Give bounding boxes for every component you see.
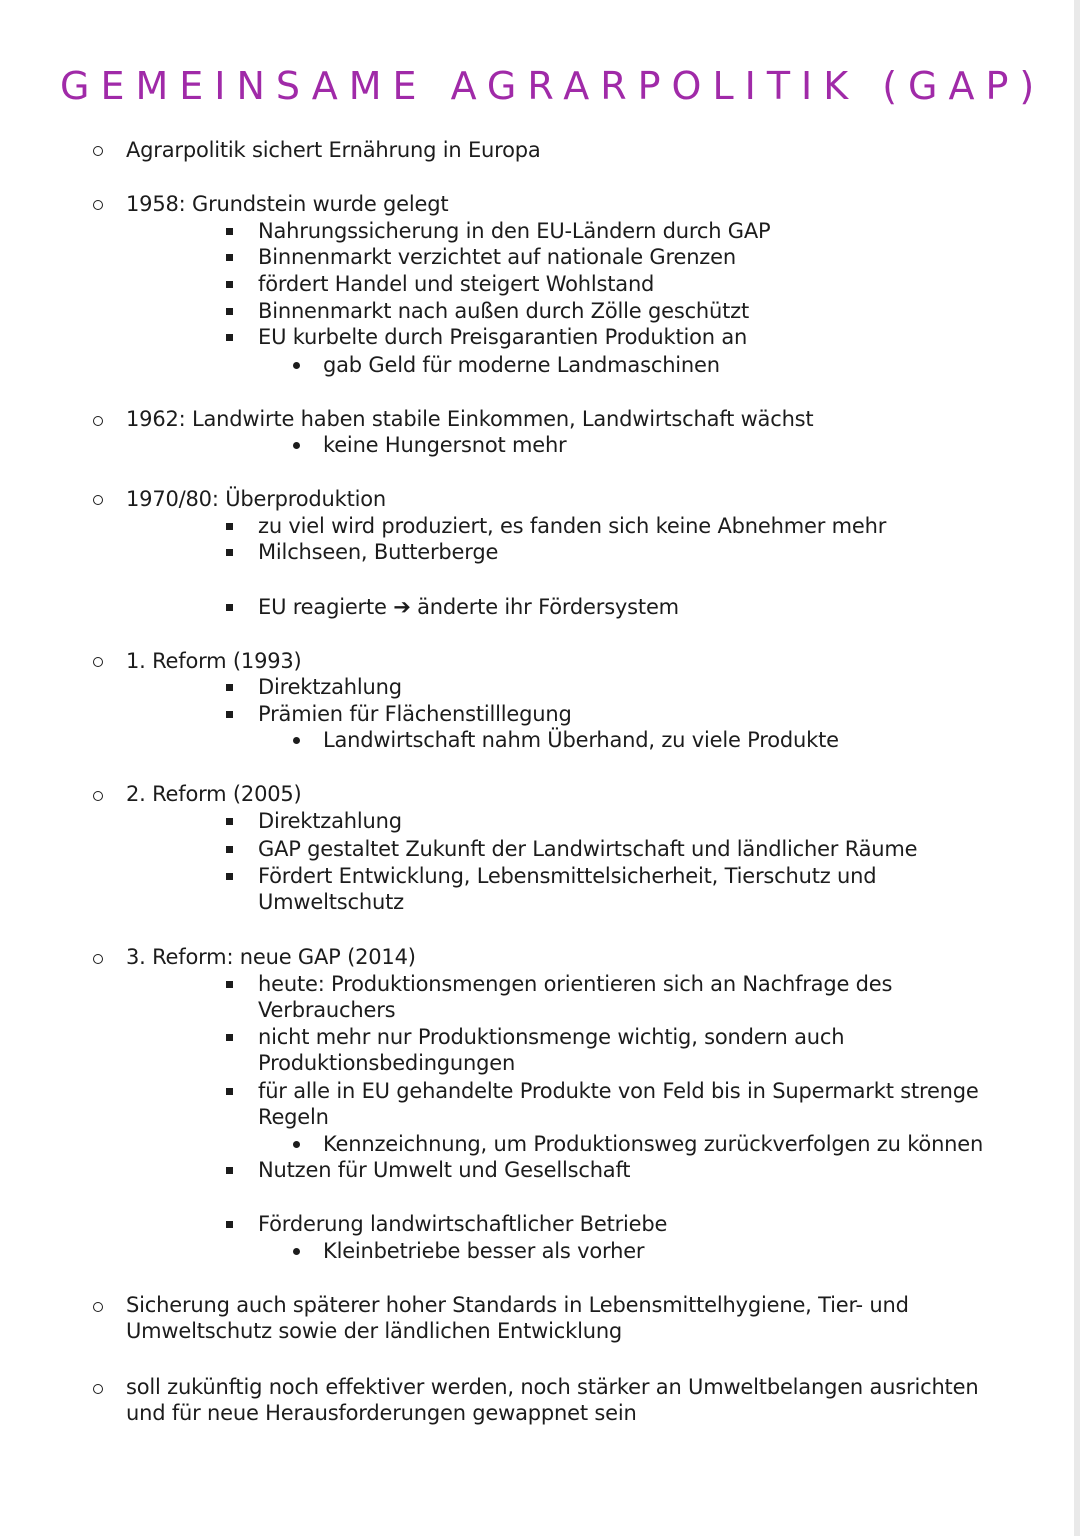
reform3-heading: 3. Reform: neue GAP (2014) (126, 945, 416, 969)
square-bullet-icon (226, 254, 233, 261)
section-1962-heading: 1962: Landwirte haben stabile Einkommen, Landwirtschaft wächst (126, 407, 814, 431)
circle-bullet-icon (93, 495, 103, 505)
list-item: fördert Handel und steigert Wohlstand (258, 272, 655, 296)
list-item-continuation: Regeln (258, 1105, 329, 1129)
closing-point-continuation: Umweltschutz sowie der ländlichen Entwicklung (126, 1319, 623, 1343)
square-bullet-icon (226, 523, 233, 530)
list-item: für alle in EU gehandelte Produkte von Feld bis in Supermarkt strenge (258, 1079, 979, 1103)
dot-bullet-icon (293, 1141, 300, 1148)
circle-bullet-icon (93, 791, 103, 801)
square-bullet-icon (226, 334, 233, 341)
circle-bullet-icon (93, 1384, 103, 1394)
circle-bullet-icon (93, 954, 103, 964)
sub-item: Kennzeichnung, um Produktionsweg zurückverfolgen zu können (323, 1132, 984, 1156)
square-bullet-icon (226, 684, 233, 691)
dot-bullet-icon (293, 362, 300, 369)
list-item: GAP gestaltet Zukunft der Landwirtschaft und ländlicher Räume (258, 837, 918, 861)
intro-text: Agrarpolitik sichert Ernährung in Europa (126, 138, 541, 162)
list-item: Nahrungssicherung in den EU-Ländern durch GAP (258, 219, 771, 243)
square-bullet-icon (226, 228, 233, 235)
section-1970-heading: 1970/80: Überproduktion (126, 487, 387, 511)
sub-item: Kleinbetriebe besser als vorher (323, 1239, 645, 1263)
list-item: Direktzahlung (258, 675, 402, 699)
list-item: Fördert Entwicklung, Lebensmittelsicherheit, Tierschutz und (258, 864, 877, 888)
list-item: nicht mehr nur Produktionsmenge wichtig, sondern auch (258, 1025, 845, 1049)
circle-bullet-icon (93, 146, 103, 156)
square-bullet-icon (226, 873, 233, 880)
list-item: EU kurbelte durch Preisgarantien Produktion an (258, 325, 748, 349)
sub-item: gab Geld für moderne Landmaschinen (323, 353, 720, 377)
circle-bullet-icon (93, 200, 103, 210)
square-bullet-icon (226, 981, 233, 988)
list-item: Prämien für Flächenstilllegung (258, 702, 572, 726)
square-bullet-icon (226, 818, 233, 825)
square-bullet-icon (226, 308, 233, 315)
square-bullet-icon (226, 711, 233, 718)
closing-point-continuation: und für neue Herausforderungen gewappnet sein (126, 1401, 637, 1425)
section-1958-heading: 1958: Grundstein wurde gelegt (126, 192, 449, 216)
list-item-continuation: Verbrauchers (258, 998, 396, 1022)
page-title: GEMEINSAME AGRARPOLITIK (GAP) (60, 64, 1046, 108)
square-bullet-icon (226, 604, 233, 611)
dot-bullet-icon (293, 737, 300, 744)
closing-point: Sicherung auch späterer hoher Standards in Lebensmittelhygiene, Tier- und (126, 1293, 909, 1317)
list-item-continuation: Umweltschutz (258, 890, 404, 914)
square-bullet-icon (226, 846, 233, 853)
dot-bullet-icon (293, 1248, 300, 1255)
closing-point: soll zukünftig noch effektiver werden, noch stärker an Umweltbelangen ausrichten (126, 1375, 979, 1399)
arrow-right-icon: ➔ (393, 595, 411, 619)
list-item: Binnenmarkt nach außen durch Zölle geschützt (258, 299, 750, 323)
list-item: Förderung landwirtschaftlicher Betriebe (258, 1212, 668, 1236)
square-bullet-icon (226, 281, 233, 288)
sub-item: Landwirtschaft nahm Überhand, zu viele Produkte (323, 728, 839, 752)
reaction-result: änderte ihr Fördersystem (417, 595, 679, 619)
dot-bullet-icon (293, 442, 300, 449)
square-bullet-icon (226, 1221, 233, 1228)
circle-bullet-icon (93, 657, 103, 667)
list-item: Nutzen für Umwelt und Gesellschaft (258, 1158, 631, 1182)
circle-bullet-icon (93, 416, 103, 426)
reform2-heading: 2. Reform (2005) (126, 782, 302, 806)
list-item: Direktzahlung (258, 809, 402, 833)
list-item: Binnenmarkt verzichtet auf nationale Grenzen (258, 245, 736, 269)
square-bullet-icon (226, 1088, 233, 1095)
sub-item: keine Hungersnot mehr (323, 433, 567, 457)
square-bullet-icon (226, 1034, 233, 1041)
square-bullet-icon (226, 1167, 233, 1174)
list-item-continuation: Produktionsbedingungen (258, 1051, 516, 1075)
reform1-heading: 1. Reform (1993) (126, 649, 302, 673)
list-item (258, 594, 679, 620)
list-item: Milchseen, Butterberge (258, 540, 499, 564)
circle-bullet-icon (93, 1302, 103, 1312)
reaction-text: EU reagierte (258, 595, 387, 619)
list-item: zu viel wird produziert, es fanden sich keine Abnehmer mehr (258, 514, 887, 538)
square-bullet-icon (226, 549, 233, 556)
list-item: heute: Produktionsmengen orientieren sich an Nachfrage des (258, 972, 893, 996)
